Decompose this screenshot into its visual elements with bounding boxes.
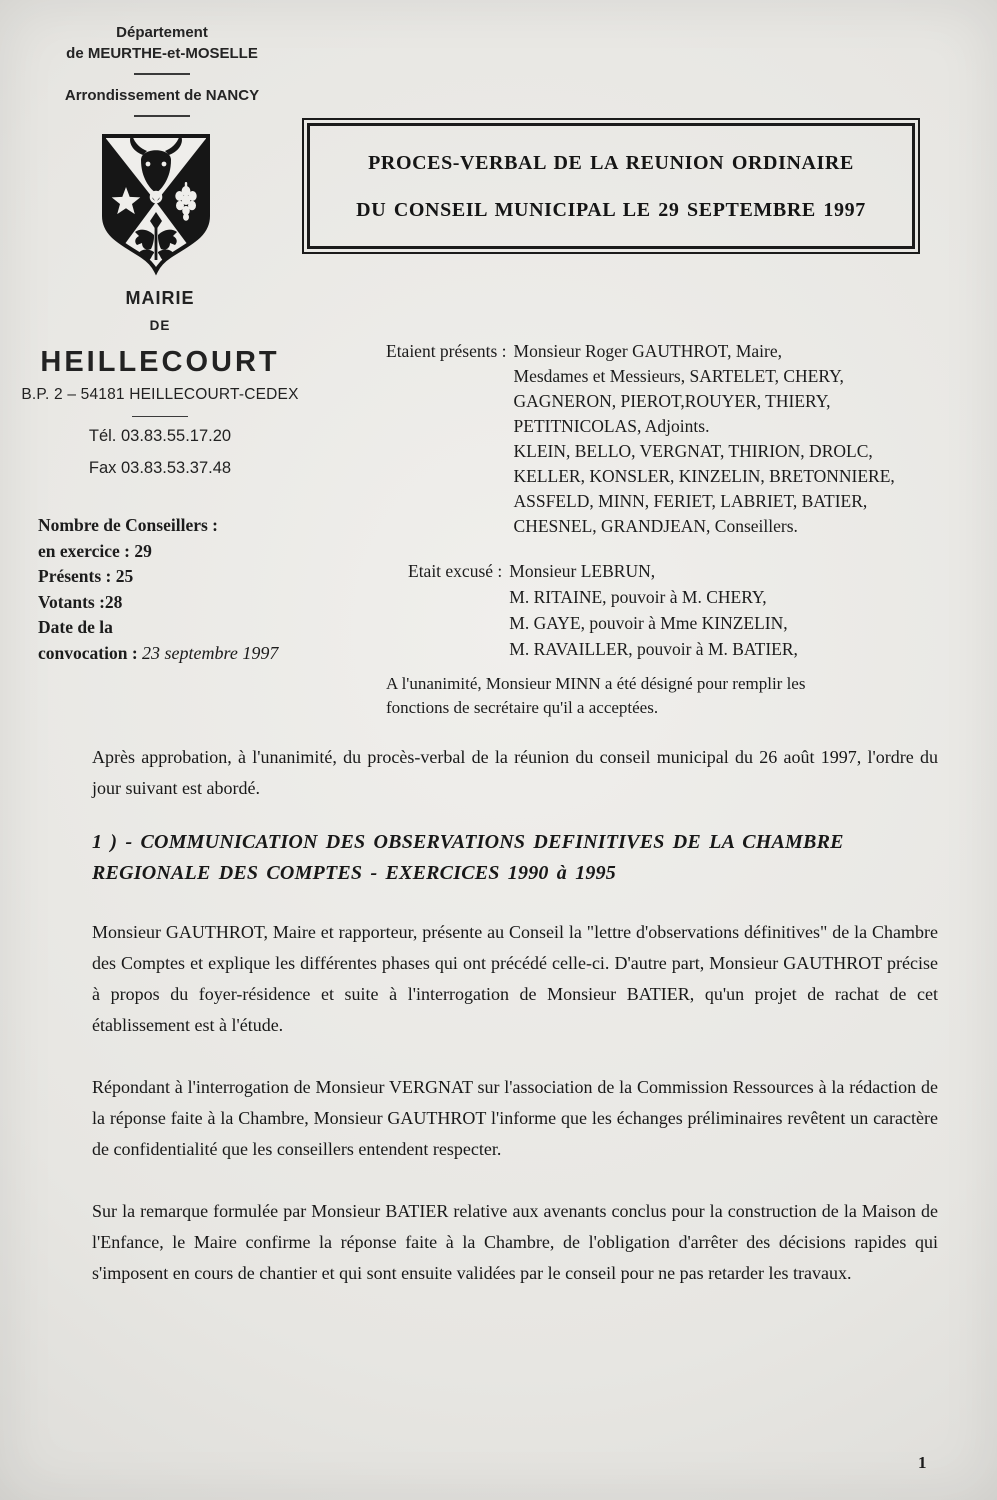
present-line: KLEIN, BELLO, VERGNAT, THIRION, DROLC, [513, 441, 873, 461]
commune-name: HEILLECOURT [40, 346, 280, 378]
page-number: 1 [918, 1453, 927, 1472]
convocation-date-label-line1: Date de la [38, 617, 113, 637]
counter-votants: Votants :28 [38, 591, 123, 612]
excused-members-list [509, 558, 798, 662]
convocation-date-line [38, 641, 278, 667]
body-paragraph: Répondant à l'interrogation de Monsieur VERGNAT sur l'association de la Commission Ressources à la rédaction de la réponse faite à la Chambre, Monsieur GAUTHROT l'informe que les échanges préliminaires revêtent un caractère de confidentialité que les conseillers entendent respecter. [92, 1077, 938, 1159]
fax-number: Fax 03.83.53.37.48 [88, 459, 232, 477]
phone-number: Tél. 03.83.55.17.20 [88, 427, 232, 445]
meeting-title-box [302, 118, 920, 254]
minutes-body [92, 742, 938, 1289]
divider-rule [132, 416, 188, 417]
convocation-date-label-line2: convocation : [38, 642, 138, 663]
mairie-line1: MAIRIE [125, 288, 195, 308]
present-line: Monsieur Roger GAUTHROT, Maire, [513, 341, 782, 361]
department-block [42, 22, 282, 127]
body-paragraph: Monsieur GAUTHROT, Maire et rapporteur, présente au Conseil la "lettre d'observations définitives" de la Chambre des Comptes et explique les différentes phases qui ont précédé celle-ci. D'autre part, Monsieur GAUTHROT précise à propos du foyer-résidence et suite à l'interrogation de Monsieur BATIER, qu'un projet de rachat de cet établissement est à l'étude. [92, 922, 938, 1035]
excused-line: M. RITAINE, pouvoir à M. CHERY, [509, 587, 767, 607]
meeting-title-box-inner [307, 123, 915, 249]
excused-line: M. RAVAILLER, pouvoir à M. BATIER, [509, 639, 798, 659]
intro-paragraph: Après approbation, à l'unanimité, du procès-verbal de la réunion du conseil municipal du 26 août 1997, l'ordre du jour suivant est abordé. [92, 747, 938, 798]
counters-block [38, 513, 278, 666]
present-members-label: Etaient présents : [386, 341, 507, 361]
convocation-date-value: 23 septembre 1997 [142, 642, 279, 663]
present-members-list [514, 339, 942, 539]
present-members-block [386, 339, 942, 539]
divider-rule [134, 115, 190, 117]
department-line2: de MEURTHE-et-MOSELLE [66, 45, 258, 62]
section1-heading-line2: REGIONALE DES COMPTES - EXERCICES 1990 à 1995 [92, 862, 617, 884]
secretary-designation-note: A l'unanimité, Monsieur MINN a été désigné pour remplir les fonctions de secrétaire qu'il a acceptées. [386, 674, 806, 717]
arrondissement-line: Arrondissement de NANCY [64, 87, 260, 104]
divider-rule [134, 73, 190, 75]
counter-presents: Présents : 25 [38, 566, 134, 586]
excused-line: Monsieur LEBRUN, [509, 561, 656, 581]
section1-heading-line1: 1 ) - COMMUNICATION DES OBSERVATIONS DEFINITIVES DE LA CHAMBRE [92, 831, 844, 853]
counter-en-exercice: en exercice : 29 [38, 540, 152, 561]
meeting-title-line1: PROCES-VERBAL DE LA REUNION ORDINAIRE [368, 152, 854, 174]
postal-address: B.P. 2 – 54181 HEILLECOURT-CEDEX [21, 386, 299, 403]
heillecourt-coat-of-arms-icon [96, 130, 216, 280]
present-line: KELLER, KONSLER, KINZELIN, BRETONNIERE, [513, 466, 895, 486]
mairie-line2: DE [149, 318, 171, 333]
mairie-block [8, 288, 312, 478]
present-line: GAGNERON, PIEROT,ROUYER, THIERY, [513, 391, 831, 411]
present-line: ASSFELD, MINN, FERIET, LABRIET, BATIER, [513, 491, 868, 511]
excused-members-block [408, 558, 798, 662]
excused-line: M. GAYE, pouvoir à Mme KINZELIN, [509, 613, 788, 633]
body-paragraph: Sur la remarque formulée par Monsieur BATIER relative aux avenants conclus pour la construction de la Maison de l'Enfance, le Maire confirme la réponse faite à la Chambre, de l'obligation d'arrêter des décisions rapides qui s'imposent en cours de chantier et qui sont ensuite validées par le conseil pour ne pas retarder les travaux. [92, 1201, 938, 1283]
excused-members-label: Etait excusé : [408, 561, 503, 581]
counters-title: Nombre de Conseillers : [38, 515, 218, 535]
section1-heading [92, 827, 938, 889]
meeting-title-line2: DU CONSEIL MUNICIPAL LE 29 SEPTEMBRE 1997 [356, 199, 866, 221]
present-line: CHESNEL, GRANDJEAN, Conseillers. [513, 516, 798, 536]
present-line: PETITNICOLAS, Adjoints. [513, 416, 710, 436]
department-line1: Département [116, 24, 208, 41]
present-line: Mesdames et Messieurs, SARTELET, CHERY, [513, 366, 844, 386]
